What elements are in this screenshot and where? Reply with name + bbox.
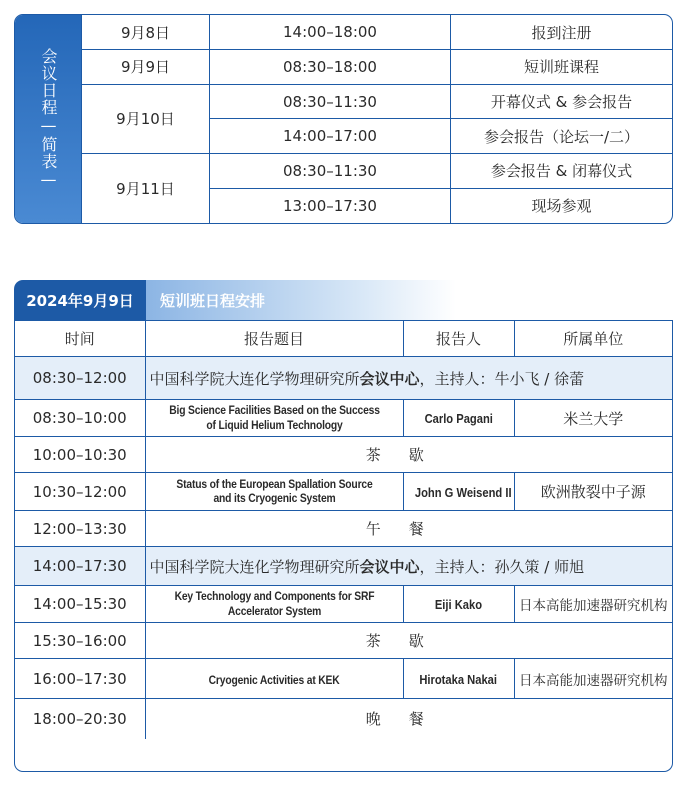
overview-event: 参会报告 & 闭幕仪式 [451, 154, 673, 189]
session-time: 08:30–12:00 [15, 357, 145, 400]
overview-time: 08:30–18:00 [210, 50, 451, 85]
overview-row [82, 84, 673, 119]
meal-time: 12:00–13:30 [15, 511, 145, 547]
overview-date: 9月9日 [82, 50, 210, 85]
overview-row [82, 50, 673, 85]
talk-speaker [403, 659, 514, 699]
overview-event: 开幕仪式 & 参会报告 [451, 84, 673, 119]
side-label-text: 会议日程—简表— [39, 48, 58, 190]
header-org: 所属单位 [514, 321, 672, 357]
speaker-name: Hirotaka Nakai [419, 671, 498, 687]
table-header-row [15, 321, 672, 357]
table-row [15, 437, 672, 473]
table-row [15, 473, 672, 511]
overview-row [82, 154, 673, 189]
break-time: 15:30–16:00 [15, 623, 145, 659]
header-speaker: 报告人 [403, 321, 514, 357]
talk-speaker [403, 586, 514, 623]
schedule-overview [14, 14, 673, 224]
meal-label: 晚餐 [145, 699, 672, 739]
session-venue-bold: 会议中心 [359, 369, 420, 388]
table-row [15, 511, 672, 547]
session-venue-bold: 会议中心 [359, 557, 420, 576]
header-time: 时间 [15, 321, 145, 357]
schedule-side-label [15, 15, 81, 223]
overview-row [82, 15, 673, 50]
talk-title-text: Status of the European Spallation Source and its Cryogenic System [175, 476, 373, 506]
talk-time: 16:00–17:30 [15, 659, 145, 699]
talk-title [145, 586, 403, 623]
table-row [15, 400, 672, 437]
overview-time: 14:00–17:00 [210, 119, 451, 154]
session-time: 14:00–17:30 [15, 547, 145, 586]
talk-title [145, 400, 403, 437]
talk-title-text: Cryogenic Activities at KEK [208, 672, 340, 687]
overview-date: 9月11日 [82, 154, 210, 223]
training-date-tab: 2024年9月9日 [14, 280, 146, 320]
overview-table [81, 15, 672, 223]
training-table [15, 320, 672, 739]
break-time: 10:00–10:30 [15, 437, 145, 473]
overview-time: 13:00–17:30 [210, 188, 451, 223]
table-row [15, 659, 672, 699]
speaker-name: John G Weisend II [414, 484, 512, 500]
overview-time: 08:30–11:30 [210, 84, 451, 119]
overview-event: 参会报告（论坛一/二） [451, 119, 673, 154]
overview-time: 14:00–18:00 [210, 15, 451, 50]
talk-time: 08:30–10:00 [15, 400, 145, 437]
overview-time: 08:30–11:30 [210, 154, 451, 189]
session-row [15, 357, 672, 400]
talk-org: 日本高能加速器研究机构 [514, 586, 672, 623]
break-label: 茶歇 [145, 623, 672, 659]
speaker-name: Carlo Pagani [424, 411, 493, 426]
talk-org: 日本高能加速器研究机构 [514, 659, 672, 699]
session-row [15, 547, 672, 586]
session-venue: 中国科学院大连化学物理研究所 [149, 557, 360, 576]
session-hosts: ，主持人：孙久策 / 师旭 [419, 557, 585, 576]
overview-date: 9月10日 [82, 84, 210, 153]
talk-time: 10:30–12:00 [15, 473, 145, 511]
talk-org: 欧洲散裂中子源 [514, 473, 672, 511]
training-table-wrap [14, 320, 673, 772]
talk-title [145, 473, 403, 511]
talk-title-text: Key Technology and Components for SRF Accelerator System [174, 589, 374, 618]
session-info [145, 547, 672, 586]
table-row [15, 699, 672, 739]
talk-time: 14:00–15:30 [15, 586, 145, 623]
session-venue: 中国科学院大连化学物理研究所 [149, 369, 360, 388]
table-row [15, 623, 672, 659]
overview-event: 短训班课程 [451, 50, 673, 85]
talk-title-text: Big Science Facilities Based on the Success of Liquid Helium Technology [168, 403, 380, 432]
meal-label: 午餐 [145, 511, 672, 547]
session-hosts: ，主持人：牛小飞 / 徐蕾 [419, 369, 585, 388]
meal-time: 18:00–20:30 [15, 699, 145, 739]
training-title: 短训班日程安排 [146, 280, 456, 320]
talk-speaker [403, 400, 514, 437]
overview-date: 9月8日 [82, 15, 210, 50]
header-title: 报告题目 [145, 321, 403, 357]
break-label: 茶歇 [145, 437, 672, 473]
talk-title [145, 659, 403, 699]
speaker-name: Eiji Kako [434, 597, 483, 612]
table-row [15, 586, 672, 623]
talk-speaker [403, 473, 514, 511]
session-info [145, 357, 672, 400]
overview-event: 报到注册 [451, 15, 673, 50]
overview-event: 现场参观 [451, 188, 673, 223]
talk-org: 米兰大学 [514, 400, 672, 437]
